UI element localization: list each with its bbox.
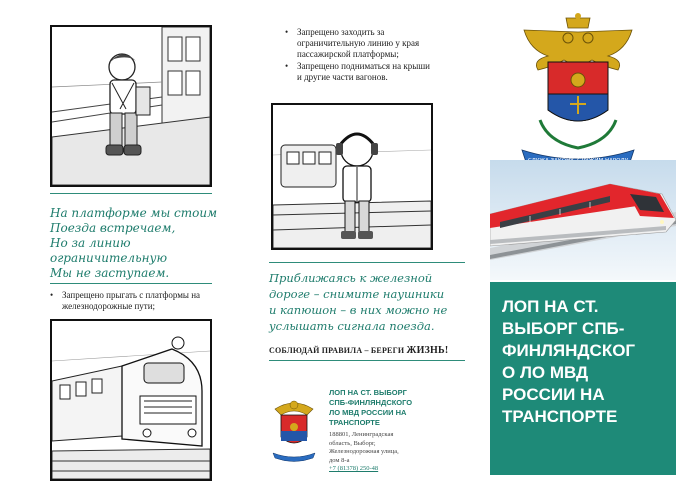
boy-platform-drawing — [52, 27, 210, 185]
address-line: дом 8-а — [329, 456, 350, 464]
headphones-tip — [269, 270, 447, 334]
poem-line: Поезда встречаем, — [50, 221, 176, 235]
divider-tip — [269, 262, 465, 263]
kid-headphones-drawing — [273, 105, 431, 248]
rule-item: • Запрещено подниматься на крыши и другие части вагонов. — [285, 61, 435, 83]
tip-line: Приближаясь к железной — [269, 271, 433, 285]
phone-link[interactable]: +7 (81378) 250-48 — [329, 465, 379, 472]
rule-item: • Запрещено заходить за ограничительную линию у края пассажирской платформы; — [285, 27, 435, 60]
divider-mid — [50, 283, 212, 284]
locomotive-illustration — [50, 319, 212, 481]
police-emblem-small — [271, 395, 317, 465]
poem-line: Мы не заступаем. — [50, 266, 170, 280]
title-line: ФИНЛЯНДСКОГ — [502, 341, 636, 360]
safety-poem — [50, 206, 217, 281]
organization-name — [329, 388, 449, 428]
mvd-emblem-icon — [518, 10, 638, 170]
emblem-icon — [271, 395, 317, 465]
kid-with-headphones-illustration — [271, 103, 433, 250]
panel-middle — [233, 0, 466, 495]
address-line: 188801, Ленинградская — [329, 431, 394, 438]
tip-line: услышать сигнала поезда. — [269, 319, 435, 333]
poem-line: Но за линию — [50, 236, 131, 250]
title-line: РОССИИ НА — [502, 385, 605, 404]
lastochka-train-photo — [490, 160, 676, 280]
police-emblem-large — [518, 10, 638, 170]
poem-line: На платформе мы стоим — [50, 206, 218, 220]
address-line: Железнодорожная улица, — [329, 448, 399, 455]
title-line: ТРАНСПОРТЕ — [502, 407, 618, 426]
title-line: О ЛО МВД — [502, 363, 589, 382]
rules-list-left — [50, 290, 215, 313]
divider-top — [50, 193, 212, 194]
organization-address — [329, 431, 449, 474]
org-line: ЛОП НА СТ. ВЫБОРГ — [329, 388, 407, 397]
slogan-emphasis: ЖИЗНЬ! — [406, 345, 449, 356]
tip-line: и капюшон – в них можно не — [269, 303, 448, 317]
panel-cover — [466, 0, 700, 495]
title-line: ЛОП НА СТ. — [502, 297, 599, 316]
address-line: область, Выборг, — [329, 439, 376, 447]
divider-slogan — [269, 360, 465, 361]
slogan-text: СОБЛЮДАЙ ПРАВИЛА – БЕРЕГИ — [269, 346, 407, 355]
cover-title — [502, 296, 674, 428]
org-line: ЛО МВД РОССИИ НА — [329, 408, 407, 417]
org-line: СПБ-ФИНЛЯНДСКОГО — [329, 398, 413, 407]
train-photo-image — [490, 160, 676, 280]
org-line: ТРАНСПОРТЕ — [329, 418, 380, 427]
rule-item: • Запрещено прыгать с платформы на железнодорожные пути; — [50, 290, 215, 312]
safety-slogan — [269, 345, 448, 356]
poem-line: ограничительную — [50, 251, 168, 265]
title-line: ВЫБОРГ СПБ- — [502, 319, 625, 338]
locomotive-drawing — [52, 321, 210, 479]
panel-left — [0, 0, 233, 495]
rules-list-middle — [285, 27, 435, 84]
boy-on-platform-illustration — [50, 25, 212, 187]
tip-line: дороге – снимите наушники — [269, 287, 445, 301]
